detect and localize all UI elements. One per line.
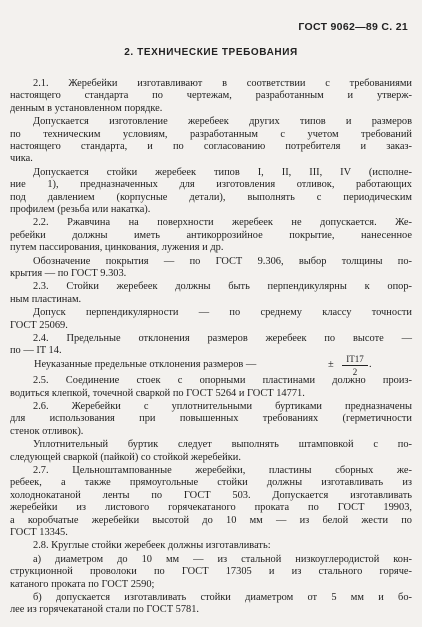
text-line: 2.7. Цельноштампованные жеребейки, пластины сборных же- — [33, 465, 412, 476]
text-line: следующей сваркой (пайкой) со стойкой жеребейки. — [10, 451, 241, 463]
text-line: водиться клепкой, точечной сваркой по ГОСТ 5264 и ГОСТ 14771. — [10, 387, 305, 399]
text-line: лее из горячекатаной стали по ГОСТ 5781. — [10, 604, 200, 616]
text-line: а) диаметром до 10 мм — из стальной низкоуглеродистой кон- — [33, 553, 412, 565]
text-line: профилем (резьба или накатка). — [10, 204, 151, 215]
text-line: Обозначение покрытия — по ГОСТ 9.306, выбор толщины по- — [33, 255, 412, 267]
section-title: 2. ТЕХНИЧЕСКИЕ ТРЕБОВАНИЯ — [124, 47, 298, 58]
text-line: 2.2. Ржавчина на поверхности жеребеек не допускается. Же- — [33, 217, 412, 229]
text-line: по — IT 14. — [10, 345, 62, 357]
page-header: ГОСТ 9062—89 С. 21 — [298, 21, 408, 33]
fraction-denominator: 2 — [352, 366, 358, 377]
text-line: 2.1. Жеребейки изготавливают в соответствии с требованиями — [33, 78, 412, 89]
text-line: а коробчатые жеребейки высотой до 10 мм — из белой жести по — [10, 514, 412, 526]
text-line: ребейки должны иметь антикоррозийное покрытие, нанесенное — [10, 229, 412, 241]
text-line: Допуск перпендикулярности — по среднему классу точности — [33, 307, 412, 319]
text-line: 2.4. Предельные отклонения размеров жеребеек по высоте — — [33, 333, 412, 344]
text-line: 2.5. Соединение стоек с опорными пластинами должно произ- — [33, 375, 412, 387]
formula-end: . — [369, 358, 372, 370]
text-line: холоднокатаной ленты по ГОСТ 503. Допускается изготавливать — [10, 489, 412, 501]
text-line: ГОСТ 13345. — [10, 527, 68, 538]
text-line: ние 1), предназначенных для изготовления отливок, работающих — [10, 179, 412, 191]
text-line: настоящего стандарта, и по согласованию потребителя и заказ- — [10, 141, 412, 152]
text-line: ГОСТ 25069. — [10, 319, 68, 331]
text-line: Допускается изготовление жеребеек других типов и размеров — [33, 116, 412, 128]
formula-text: Неуказанные предельные отклонения размеров — — [34, 358, 257, 370]
text-line: крытия — по ГОСТ 9.303. — [10, 268, 127, 279]
text-line: катаного проката по ГОСТ 2590; — [10, 578, 155, 590]
text-line: Допускается стойки жеребеек типов I, II, III, IV (исполне- — [33, 166, 412, 178]
text-line: настоящего стандарта по чертежам, разработанным и утверж- — [10, 90, 412, 102]
text-line: б) допускается изготавливать стойки диаметром от 5 мм и бо- — [33, 592, 412, 603]
text-line: 2.8. Круглые стойки жеребеек должны изготавливать: — [33, 540, 271, 552]
text-line: чика. — [10, 153, 33, 165]
text-line: стенок отливок). — [10, 425, 84, 437]
text-line: 2.6. Жеребейки с уплотнительными буртиками предназначены — [33, 401, 412, 412]
text-line: по техническим условиям, разработанным с учетом требований — [10, 128, 412, 140]
text-line: струкционной проволоки по ГОСТ 17305 и из стального горяче- — [10, 566, 412, 578]
text-line: путем пассирования, цинкования, лужения и др. — [10, 242, 224, 254]
formula-sign: ± — [328, 358, 334, 370]
text-line: денным в установленном порядке. — [10, 102, 163, 114]
text-line: ным пластинам. — [10, 293, 82, 305]
text-line: ребеек, а также прямоугольные стойки должны изготавливать из — [10, 477, 412, 489]
fraction-numerator: IT17 — [342, 354, 368, 366]
text-line: жеребейки из листового горячекатаного проката по ГОСТ 19903, — [10, 502, 412, 514]
text-line: под давлением (корпусные детали), выполнять с периодическим — [10, 191, 412, 203]
text-line: 2.3. Стойки жеребеек должны быть перпендикулярны к опор- — [33, 281, 412, 293]
text-line: Уплотнительный буртик следует выполнять штамповкой с по- — [33, 439, 412, 451]
text-line: для использования при повышенных требованиях (герметичности — [10, 413, 412, 425]
